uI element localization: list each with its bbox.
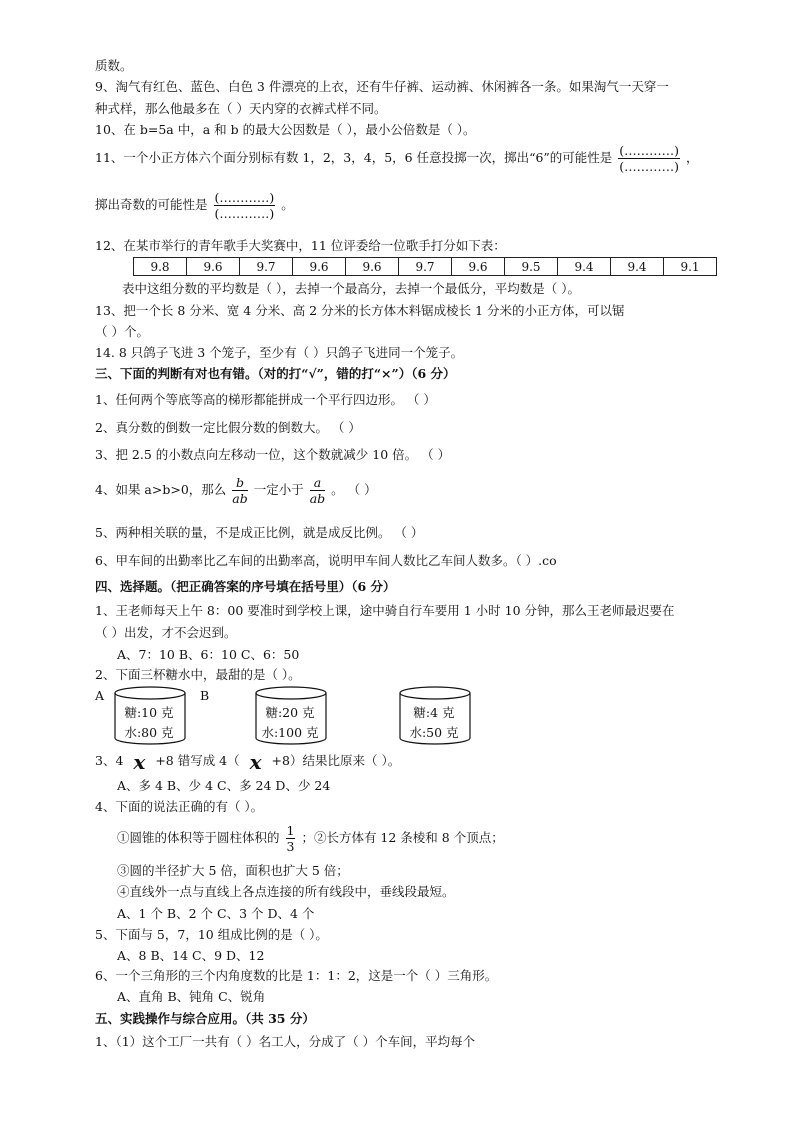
choice-5: 5、下面与 5，7，10 组成比例的是（ ）。 <box>95 927 328 942</box>
choice-6: 6、一个三角形的三个内角度数的比是 1：1：2，这是一个（ ）三角形。 <box>95 968 498 983</box>
question-13-cont: （ ）个。 <box>95 324 149 339</box>
choice-1-cont: （ ）出发，才不会迟到。 <box>95 625 237 640</box>
score-cell: 9.1 <box>664 258 717 276</box>
sugar-cup-3 <box>398 685 472 747</box>
cup-sugar: 糖:20 克 <box>265 705 315 720</box>
choice-6-options: A、直角 B、钝角 C、锐角 <box>117 989 266 1004</box>
cup-label-a: A <box>95 688 105 703</box>
score-cell: 9.7 <box>399 258 452 276</box>
question-9: 9、淘气有红色、蓝色、白色 3 件漂亮的上衣，还有牛仔裤、运动裤、休闲裤各一条。如果淘气一天穿一 <box>95 79 669 94</box>
judgment-5: 5、两种相关联的量，不是成正比例，就是成反比例。 （ ） <box>95 525 424 540</box>
fraction-one-third: $\frac{1}{3}$ <box>286 823 295 854</box>
score-cell: 9.6 <box>452 258 505 276</box>
variable-x: x <box>133 749 146 774</box>
judgment-1: 1、任何两个等底等高的梯形都能拼成一个平行四边形。 （ ） <box>95 392 436 407</box>
score-cell: 9.5 <box>505 258 558 276</box>
choice-4-options: A、1 个 B、2 个 C、3 个 D、4 个 <box>117 906 315 921</box>
question-13: 13、把一个长 8 分米、宽 4 分米、高 2 分米的长方体木料锯成棱长 1 分米的小正方体，可以锯 <box>95 303 625 318</box>
practice-1: 1、（1）这个工厂一共有（ ）名工人，分成了（ ）个车间，平均每个 <box>95 1034 476 1049</box>
question-12: 12、在某市举行的青年歌手大奖赛中，11 位评委给一位歌手打分如下表： <box>95 238 506 253</box>
choice-3-options: A、多 4 B、少 4 C、多 24 D、少 24 <box>117 778 331 793</box>
section-5-title: 五、实践操作与综合应用。（共 35 分） <box>95 1011 315 1026</box>
score-table <box>133 257 717 276</box>
section-4-title: 四、选择题。（把正确答案的序号填在括号里）（6 分） <box>95 579 396 594</box>
score-cell: 9.4 <box>611 258 664 276</box>
choice-2: 2、下面三杯糖水中，最甜的是（ ）。 <box>95 667 301 682</box>
score-row <box>134 258 717 276</box>
cup-sugar: 糖:4 克 <box>413 705 455 720</box>
score-cell: 9.8 <box>134 258 187 276</box>
choice-1-options: A、7：10 B、6：10 C、6：50 <box>117 647 300 662</box>
score-cell: 9.6 <box>187 258 240 276</box>
judgment-4: 4、如果 a>b>0，那么 $\frac{b}{ab}$ 一定小于 $\frac{a}{ab}$ 。 （ ） <box>95 475 377 506</box>
score-cell: 9.6 <box>293 258 346 276</box>
cup-sugar: 糖:10 克 <box>124 705 174 720</box>
choice-3: 3、4 x +8 错写成 4（ x +8）结果比原来（ ）。 <box>95 749 401 774</box>
fraction-blank: $\frac{(\dots\dots\dots\dots)}{(\dots\dots\dots\dots)}$ <box>214 190 275 221</box>
cup-water: 水:50 克 <box>409 725 459 740</box>
choice-4-statement-1-2: ①圆锥的体积等于圆柱体积的 $\frac{1}{3}$ ；②长方体有 12 条棱和 8 个顶点； <box>117 823 504 854</box>
choice-1: 1、王老师每天上午 8：00 要准时到学校上课，途中骑自行车要用 1 小时 10 分钟，那么王老师最迟要在 <box>95 603 675 618</box>
sugar-cup-1 <box>113 685 187 747</box>
question-11-cont: 掷出奇数的可能性是 $\frac{(\dots\dots\dots\dots)}{(\dots\dots\dots\dots)}$ 。 <box>95 190 294 221</box>
fraction-a-over-ab: $\frac{a}{ab}$ <box>309 475 326 506</box>
choice-4-statement-4: ④直线外一点与直线上各点连接的所有线段中，垂线段最短。 <box>117 884 455 899</box>
cup-water: 水:100 克 <box>261 725 319 740</box>
score-cell: 9.4 <box>558 258 611 276</box>
cup-label-b: B <box>200 688 210 703</box>
question-10: 10、在 b=5a 中，a 和 b 的最大公因数是（ ），最小公倍数是（ ）。 <box>95 122 476 137</box>
question-11: 11、一个小正方体六个面分别标有数 1，2，3，4，5，6 任意投掷一次，掷出“6”的可能性是 $\frac{(\dots\dots\dots\dots)}{(\dots\dots\dots\dots)}$ ， <box>95 143 699 174</box>
score-cell: 9.6 <box>346 258 399 276</box>
question-14: 14. 8 只鸽子飞进 3 个笼子，至少有（ ）只鸽子飞进同一个笼子。 <box>95 345 464 360</box>
judgment-2: 2、真分数的倒数一定比假分数的倒数大。 （ ） <box>95 420 361 435</box>
choice-5-options: A、8 B、14 C、9 D、12 <box>117 948 265 963</box>
choice-4: 4、下面的说法正确的有（ ）。 <box>95 799 264 814</box>
fraction-b-over-ab: $\frac{b}{ab}$ <box>232 475 248 506</box>
section-3-title: 三、下面的判断有对也有错。（对的打“√”，错的打“×”）（6 分） <box>95 366 456 381</box>
question-12-cont: 表中这组分数的平均数是（ ），去掉一个最高分，去掉一个最低分，平均数是（ ）。 <box>122 281 580 296</box>
fraction-blank: $\frac{(\dots\dots\dots\dots)}{(\dots\dots\dots\dots)}$ <box>619 143 680 174</box>
cup-water: 水:80 克 <box>124 725 174 740</box>
judgment-6: 6、甲车间的出勤率比乙车间的出勤率高，说明甲车间人数比乙车间人数多。（ ）.co <box>95 553 557 568</box>
question-9-cont: 种式样，那么他最多在（ ）天内穿的衣裤式样不同。 <box>95 101 387 116</box>
choice-4-statement-3: ③圆的半径扩大 5 倍，面积也扩大 5 倍； <box>117 863 349 878</box>
line-prime: 质数。 <box>95 58 133 73</box>
judgment-3: 3、把 2.5 的小数点向左移动一位，这个数就减少 10 倍。 （ ） <box>95 447 451 462</box>
sugar-cup-2 <box>254 685 328 747</box>
variable-x: x <box>249 749 262 774</box>
score-cell: 9.7 <box>240 258 293 276</box>
